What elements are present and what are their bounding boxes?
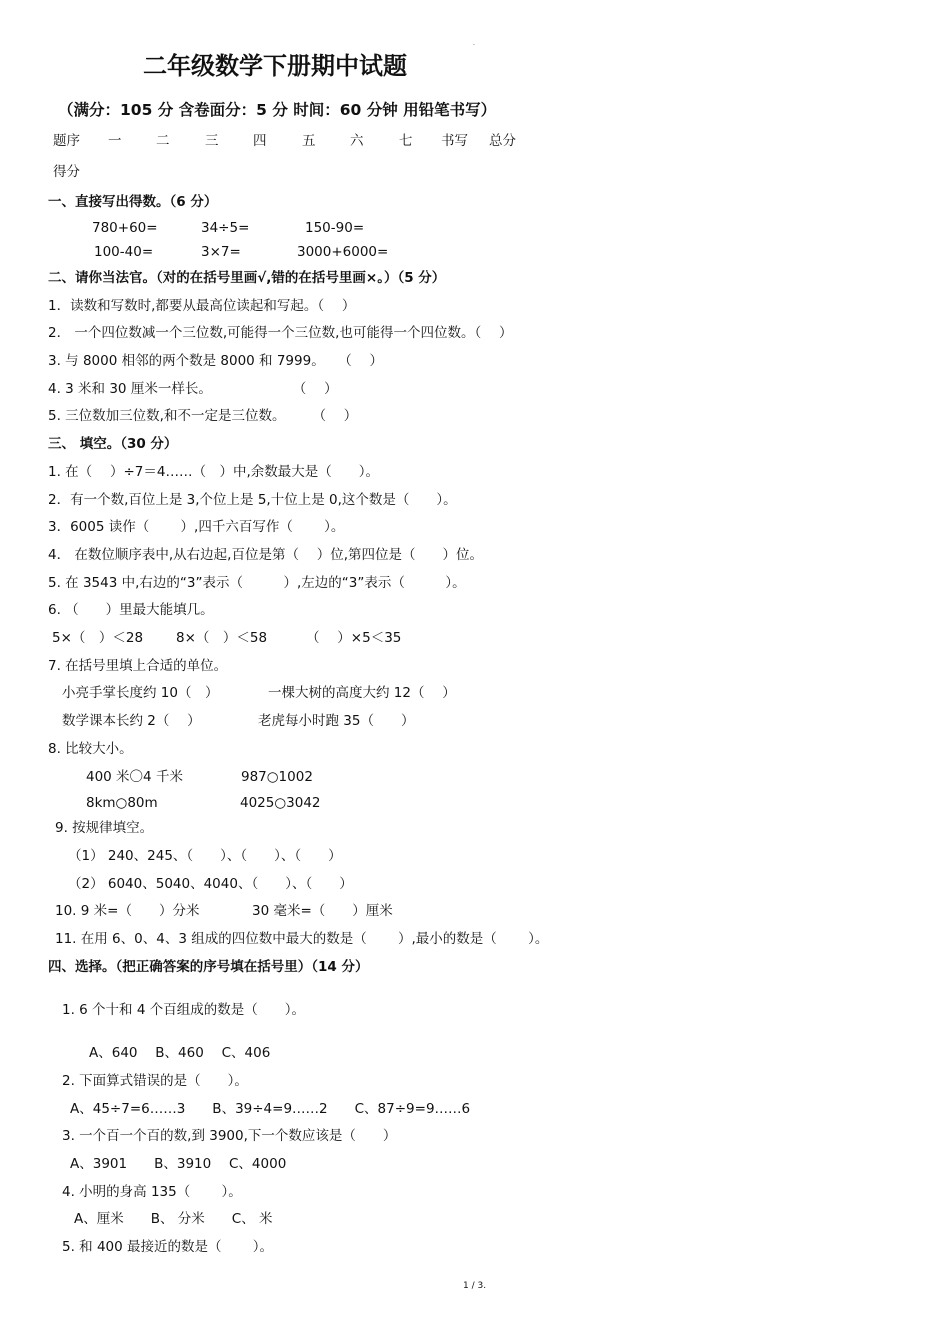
choice-options: A、厘米 B、 分米 C、 米: [74, 1211, 273, 1227]
fill-subitem: 8×（ ）＜58: [176, 630, 268, 646]
calc-item: 100-40=: [94, 244, 154, 260]
choice-question: 2. 下面算式错误的是（ ）。: [62, 1073, 248, 1089]
choice-question: 5. 和 400 最接近的数是（ ）。: [62, 1239, 274, 1255]
fill-subitem: （1） 240、245、（ ）、（ ）、（ ）: [68, 848, 342, 864]
calc-item: 34÷5=: [201, 220, 250, 236]
score-col-1: 一: [108, 133, 122, 149]
score-col-5: 五: [302, 133, 316, 149]
page-title: 二年级数学下册期中试题: [143, 52, 407, 80]
fill-question: 6. （ ）里最大能填几。: [48, 602, 214, 618]
fill-subitem: （ ）×5＜35: [306, 630, 402, 646]
score-col-7: 七: [399, 133, 413, 149]
score-col-6: 六: [350, 133, 364, 149]
judge-item: 1．读数和写数时,都要从最高位读起和写起。（ ）: [48, 298, 356, 314]
fill-question: 4． 在数位顺序表中,从右边起,百位是第（ ）位,第四位是（ ）位。: [48, 547, 484, 563]
calc-item: 3000+6000=: [297, 244, 389, 260]
section-2-title: 二、请你当法官。（对的在括号里画√,错的在括号里画×。）（5 分）: [48, 270, 446, 286]
judge-item: 5. 三位数加三位数,和不一定是三位数。 （ ）: [48, 408, 358, 424]
choice-question: 1. 6 个十和 4 个百组成的数是（ ）。: [62, 1002, 305, 1018]
score-col-3: 三: [205, 133, 219, 149]
fill-subitem: 老虎每小时跑 35（ ）: [258, 713, 415, 729]
choice-options: A、45÷7=6……3 B、39÷4=9……2 C、87÷9=9……6: [70, 1101, 471, 1117]
score-col-writing: 书写: [441, 133, 468, 149]
score-col-2: 二: [156, 133, 170, 149]
fill-question: 2．有一个数,百位上是 3,个位上是 5,十位上是 0,这个数是（ ）。: [48, 492, 457, 508]
fill-question: 1. 在（ ）÷7＝4……（ ）中,余数最大是（ ）。: [48, 464, 379, 480]
calc-item: 3×7=: [201, 244, 241, 260]
fill-question: 10. 9 米=（ ）分米: [55, 903, 200, 919]
compare-item: 987○1002: [241, 769, 313, 785]
fill-subitem: 一棵大树的高度大约 12（ ）: [268, 685, 456, 701]
section-4-title: 四、选择。（把正确答案的序号填在括号里）（14 分）: [48, 959, 369, 975]
fill-subitem: 5×（ ）＜28: [52, 630, 144, 646]
page-subtitle: （满分：105 分 含卷面分：5 分 时间：60 分钟 用铅笔书写）: [58, 101, 497, 119]
score-col-4: 四: [253, 133, 267, 149]
choice-question: 3. 一个百一个百的数,到 3900,下一个数应该是（ ）: [62, 1128, 397, 1144]
fill-question: 30 毫米=（ ）厘米: [252, 903, 393, 919]
judge-item: 4. 3 米和 30 厘米一样长。 （ ）: [48, 381, 338, 397]
section-3-title: 三、 填空。（30 分）: [48, 436, 178, 452]
fill-subitem: （2） 6040、5040、4040、（ ）、（ ）: [68, 876, 353, 892]
judge-item: 2． 一个四位数减一个三位数,可能得一个三位数,也可能得一个四位数。（ ）: [48, 325, 513, 341]
fill-question: 11. 在用 6、0、4、3 组成的四位数中最大的数是（ ）,最小的数是（ ）。: [55, 931, 549, 947]
compare-item: 8km○80m: [86, 795, 158, 811]
calc-item: 150-90=: [305, 220, 365, 236]
choice-question: 4. 小明的身高 135（ ）。: [62, 1184, 242, 1200]
page-dot: .: [473, 40, 475, 47]
fill-subitem: 数学课本长约 2（ ）: [62, 713, 201, 729]
choice-options: A、3901 B、3910 C、4000: [70, 1156, 287, 1172]
fill-question: 8. 比较大小。: [48, 741, 133, 757]
score-table-score-label: 得分: [53, 164, 80, 180]
fill-subitem: 小亮手掌长度约 10（ ）: [62, 685, 219, 701]
score-table-row-label: 题序: [53, 133, 80, 149]
fill-question: 9. 按规律填空。: [55, 820, 154, 836]
section-1-title: 一、直接写出得数。（6 分）: [48, 194, 218, 210]
judge-item: 3. 与 8000 相邻的两个数是 8000 和 7999。 （ ）: [48, 353, 383, 369]
fill-question: 3．6005 读作（ ）,四千六百写作（ ）。: [48, 519, 345, 535]
choice-options: A、640 B、460 C、406: [89, 1045, 271, 1061]
compare-item: 4025○3042: [240, 795, 321, 811]
score-col-total: 总分: [489, 133, 516, 149]
page-number: 1 / 3.: [463, 1281, 487, 1291]
compare-item: 400 米〇4 千米: [86, 769, 183, 785]
fill-question: 5. 在 3543 中,右边的“3”表示（ ）,左边的“3”表示（ ）。: [48, 575, 466, 591]
calc-item: 780+60=: [92, 220, 158, 236]
fill-question: 7. 在括号里填上合适的单位。: [48, 658, 228, 674]
